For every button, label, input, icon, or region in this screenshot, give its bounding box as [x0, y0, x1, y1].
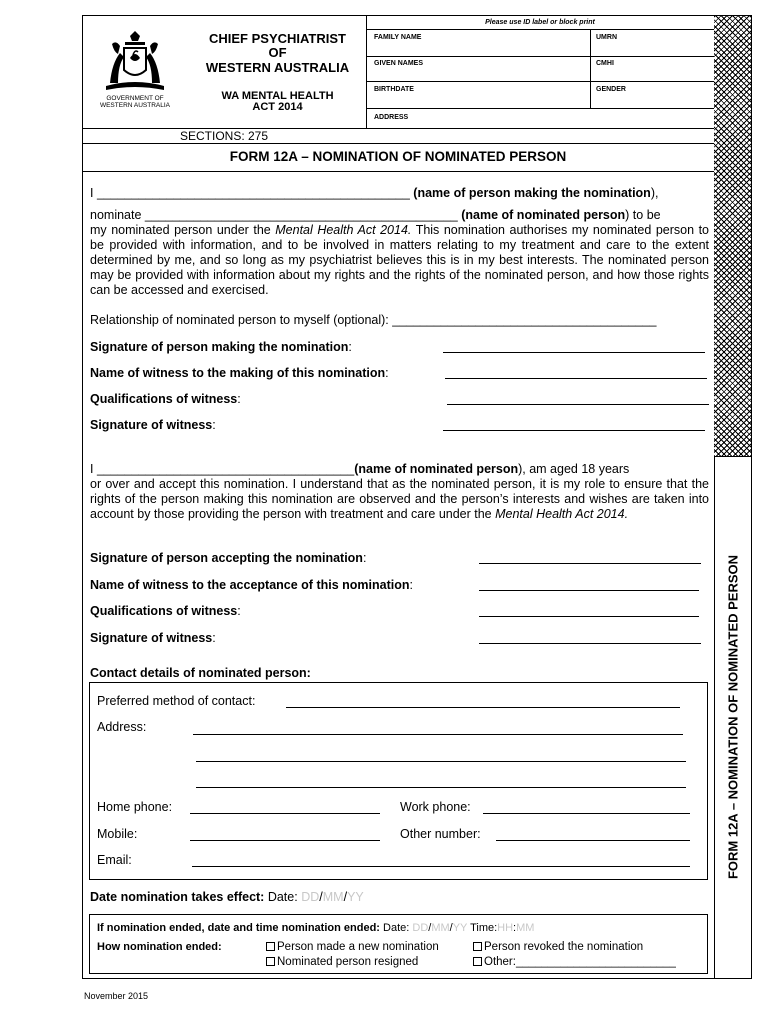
- nominee-suffix: ) to be: [625, 208, 661, 222]
- witness-signature-label: Signature of witness:: [90, 418, 216, 432]
- mobile-label: Mobile:: [97, 827, 138, 841]
- ended-year-field[interactable]: YY: [452, 922, 468, 934]
- sections-label: SECTIONS: 275: [179, 129, 269, 143]
- acceptor-name-line[interactable]: [90, 462, 709, 476]
- acceptor-name-blank[interactable]: _____________________________________: [96, 462, 355, 476]
- act-line2: ACT 2014: [252, 101, 303, 113]
- id-instruction: Please use ID label or block print: [485, 19, 595, 26]
- email-label: Email:: [97, 853, 132, 867]
- ended-day-field[interactable]: DD: [412, 922, 429, 934]
- option-revoked[interactable]: Person revoked the nomination: [473, 941, 643, 953]
- ended-month-field[interactable]: MM: [431, 922, 450, 934]
- email-line[interactable]: [192, 866, 690, 867]
- umrn-label[interactable]: UMRN: [596, 34, 617, 41]
- acceptance-witness-name-label: Name of witness to the acceptance of this nomination:: [90, 578, 413, 592]
- authority-title-line1: CHIEF PSYCHIATRIST: [209, 31, 346, 46]
- checkbox-other[interactable]: [473, 957, 482, 966]
- address-line-2[interactable]: [196, 761, 686, 762]
- ended-minute-field[interactable]: MM: [516, 922, 535, 934]
- other-number-label: Other number:: [400, 827, 481, 841]
- ended-date-row[interactable]: If nomination ended, date and time nomination ended: Date: DD/MM/YY Time:HH:MM: [97, 922, 535, 934]
- nominator-name-line[interactable]: [90, 186, 658, 200]
- mobile-line[interactable]: [190, 840, 380, 841]
- given-names-label[interactable]: GIVEN NAMES: [374, 60, 424, 67]
- preferred-contact-label: Preferred method of contact:: [97, 694, 256, 708]
- sidebar-form-title: FORM 12A – NOMINATION OF NOMINATED PERSON: [725, 554, 741, 880]
- checkbox-new-nomination[interactable]: [266, 942, 275, 951]
- acceptor-name-caption: (name of nominated person: [354, 462, 519, 476]
- nominator-prefix: I: [90, 186, 94, 200]
- id-row-line-3: [366, 108, 714, 109]
- home-phone-label: Home phone:: [97, 800, 173, 814]
- authority-title-line2: OF: [268, 45, 287, 60]
- contact-heading: Contact details of nominated person:: [90, 666, 311, 680]
- nominee-name-line[interactable]: [90, 208, 709, 222]
- work-phone-line[interactable]: [483, 813, 690, 814]
- witness-qualifications-label: Qualifications of witness:: [90, 392, 241, 406]
- id-row-line-2: [366, 81, 714, 82]
- witness-qualifications-line[interactable]: [447, 404, 709, 405]
- nominator-name-caption: (name of person making the nomination: [413, 186, 651, 200]
- acceptor-prefix: I: [90, 462, 94, 476]
- sidebar-hatch-pattern: [714, 16, 751, 456]
- address-field-label: Address:: [97, 720, 147, 734]
- relationship-field[interactable]: Relationship of nominated person to myself (optional): ______________________________________: [90, 313, 657, 327]
- effective-year-field[interactable]: YY: [347, 890, 364, 904]
- acceptance-witness-qualifications-label: Qualifications of witness:: [90, 604, 241, 618]
- option-resigned[interactable]: Nominated person resigned: [266, 956, 418, 968]
- id-instruction-line: [366, 29, 714, 30]
- effective-date-row[interactable]: Date nomination takes effect: Date: DD/MM/YY: [90, 890, 364, 904]
- acceptance-body: or over and accept this nomination. I understand that as the nominated person, it is my role to ensure that the rights of the person making this nomination are observed and the person’s interests and wishes are taken into account by those providing the person with treatment and care under the Mental Health Act 2014.: [90, 477, 709, 521]
- cmhi-label[interactable]: CMHI: [596, 60, 614, 67]
- checkbox-resigned[interactable]: [266, 957, 275, 966]
- ended-label: If nomination ended, date and time nomination ended:: [97, 922, 380, 934]
- nominate-prefix: nominate: [90, 208, 142, 222]
- acceptor-signature-label: Signature of person accepting the nomination:: [90, 551, 367, 565]
- acceptance-witness-signature-line[interactable]: [479, 643, 701, 644]
- act-line1: WA MENTAL HEALTH: [221, 90, 334, 102]
- work-phone-label: Work phone:: [400, 800, 471, 814]
- government-crest-icon: [100, 28, 170, 98]
- gender-label[interactable]: GENDER: [596, 86, 626, 93]
- option-other[interactable]: Other:_________________________: [473, 956, 676, 968]
- effective-day-field[interactable]: DD: [301, 890, 320, 904]
- address-label[interactable]: ADDRESS: [374, 114, 409, 121]
- crest-caption-line2: WESTERN AUSTRALIA: [99, 102, 171, 109]
- effective-month-field[interactable]: MM: [322, 890, 344, 904]
- witness-name-label: Name of witness to the making of this nomination:: [90, 366, 389, 380]
- checkbox-revoked[interactable]: [473, 942, 482, 951]
- acceptance-witness-qualifications-line[interactable]: [479, 616, 699, 617]
- contact-box: [89, 682, 708, 880]
- authority-title-line3: WESTERN AUSTRALIA: [205, 60, 350, 75]
- acceptance-witness-name-line[interactable]: [479, 590, 699, 591]
- birthdate-label[interactable]: BIRTHDATE: [374, 86, 414, 93]
- witness-signature-line[interactable]: [443, 430, 705, 431]
- crest-caption-line1: GOVERNMENT OF: [106, 95, 164, 102]
- acceptance-witness-signature-label: Signature of witness:: [90, 631, 216, 645]
- family-name-label[interactable]: FAMILY NAME: [374, 34, 422, 41]
- sidebar-split-line: [714, 456, 752, 457]
- preferred-contact-line[interactable]: [286, 707, 680, 708]
- nominee-name-caption: (name of nominated person: [461, 208, 626, 222]
- address-line-1[interactable]: [193, 734, 683, 735]
- header-divider: [366, 15, 367, 128]
- form-title: FORM 12A – NOMINATION OF NOMINATED PERSON: [229, 149, 567, 164]
- nominator-signature-label: Signature of person making the nomination:: [90, 340, 352, 354]
- title-bottom-line: [82, 171, 714, 172]
- nomination-body: my nominated person under the Mental Health Act 2014. This nomination authorises my nominated person to be provided with information, and to be involved in matters relating to my treatment and care to the extent determined by me, and so long as my psychiatrist believes this is in my best interests. The nominated person may be provided with information about my rights and the rights of the nominated person, and how those rights can be accessed and exercised.: [90, 223, 709, 297]
- id-row-line-1: [366, 56, 714, 57]
- acceptor-signature-line[interactable]: [479, 563, 701, 564]
- nominee-name-blank[interactable]: _____________________________________________: [144, 208, 458, 222]
- id-col-divider: [590, 29, 591, 108]
- ended-hour-field[interactable]: HH: [497, 922, 514, 934]
- title-top-line: [82, 143, 714, 144]
- how-ended-label: How nomination ended:: [97, 941, 222, 953]
- option-new-nomination[interactable]: Person made a new nomination: [266, 941, 439, 953]
- address-line-3[interactable]: [196, 787, 686, 788]
- acceptor-suffix: ), am aged 18 years: [518, 462, 630, 476]
- witness-name-line[interactable]: [445, 378, 707, 379]
- home-phone-line[interactable]: [190, 813, 380, 814]
- effective-date-label: Date nomination takes effect:: [90, 890, 265, 904]
- other-number-line[interactable]: [496, 840, 690, 841]
- nominator-name-blank[interactable]: _____________________________________________: [96, 186, 410, 200]
- nominator-signature-line[interactable]: [443, 352, 705, 353]
- nominator-suffix: ),: [650, 186, 659, 200]
- footer-date: November 2015: [84, 991, 149, 1001]
